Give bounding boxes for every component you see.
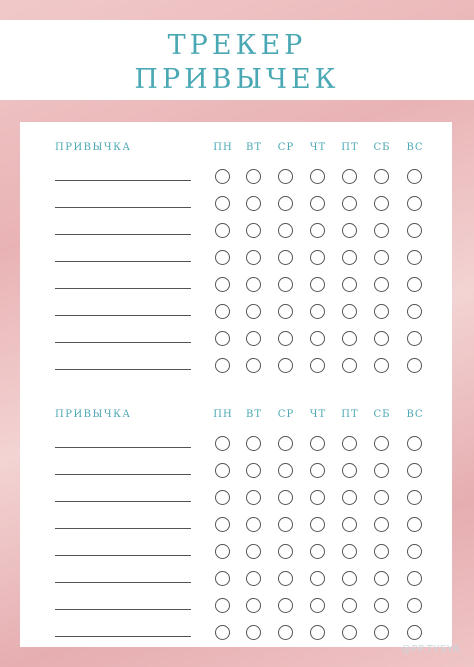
day-header: СР [277, 142, 295, 153]
day-checkbox-circle[interactable] [342, 436, 357, 451]
day-checkbox-circle[interactable] [374, 277, 389, 292]
day-checkbox-circle[interactable] [374, 598, 389, 613]
day-header: ПТ [341, 409, 359, 420]
watermark: @PP.TYSYA [401, 644, 460, 655]
habit-name-line[interactable] [55, 342, 191, 343]
day-checkbox-circle[interactable] [278, 196, 293, 211]
day-checkbox-circle[interactable] [407, 277, 422, 292]
day-checkbox-circle[interactable] [246, 490, 261, 505]
day-checkbox-circle[interactable] [342, 277, 357, 292]
day-checkbox-circle[interactable] [342, 544, 357, 559]
day-header: ВС [406, 142, 424, 153]
day-checkbox-circle[interactable] [310, 571, 325, 586]
day-checkbox-circle[interactable] [342, 517, 357, 532]
day-checkbox-circle[interactable] [374, 517, 389, 532]
day-checkbox-circle[interactable] [374, 223, 389, 238]
day-checkbox-circle[interactable] [215, 436, 230, 451]
habit-name-line[interactable] [55, 501, 191, 502]
day-checkbox-circle[interactable] [342, 223, 357, 238]
day-checkbox-circle[interactable] [407, 571, 422, 586]
day-checkbox-circle[interactable] [215, 490, 230, 505]
day-checkbox-circle[interactable] [278, 490, 293, 505]
habit-name-line[interactable] [55, 369, 191, 370]
day-checkbox-circle[interactable] [215, 196, 230, 211]
day-header: ВТ [245, 142, 263, 153]
day-checkbox-circle[interactable] [342, 571, 357, 586]
day-checkbox-circle[interactable] [407, 169, 422, 184]
day-checkbox-circle[interactable] [215, 517, 230, 532]
habit-name-line[interactable] [55, 474, 191, 475]
habit-name-line[interactable] [55, 180, 191, 181]
day-checkbox-circle[interactable] [374, 625, 389, 640]
day-checkbox-circle[interactable] [310, 277, 325, 292]
day-checkbox-circle[interactable] [342, 250, 357, 265]
day-checkbox-circle[interactable] [215, 571, 230, 586]
habit-name-line[interactable] [55, 207, 191, 208]
day-checkbox-circle[interactable] [407, 223, 422, 238]
day-checkbox-circle[interactable] [246, 598, 261, 613]
day-header: ВТ [245, 409, 263, 420]
day-checkbox-circle[interactable] [310, 544, 325, 559]
day-checkbox-circle[interactable] [374, 250, 389, 265]
day-checkbox-circle[interactable] [310, 196, 325, 211]
day-checkbox-circle[interactable] [407, 436, 422, 451]
habit-name-line[interactable] [55, 288, 191, 289]
day-checkbox-circle[interactable] [342, 169, 357, 184]
day-checkbox-circle[interactable] [246, 544, 261, 559]
day-checkbox-circle[interactable] [407, 196, 422, 211]
day-header: СР [277, 409, 295, 420]
day-checkbox-circle[interactable] [342, 304, 357, 319]
habit-name-line[interactable] [55, 234, 191, 235]
day-checkbox-circle[interactable] [374, 196, 389, 211]
day-checkbox-circle[interactable] [310, 598, 325, 613]
day-checkbox-circle[interactable] [342, 358, 357, 373]
day-checkbox-circle[interactable] [246, 250, 261, 265]
day-checkbox-circle[interactable] [278, 223, 293, 238]
day-checkbox-circle[interactable] [278, 169, 293, 184]
day-checkbox-circle[interactable] [215, 277, 230, 292]
day-checkbox-circle[interactable] [407, 490, 422, 505]
day-checkbox-circle[interactable] [215, 358, 230, 373]
day-checkbox-circle[interactable] [407, 463, 422, 478]
habit-column-header: ПРИВЫЧКА [55, 409, 132, 420]
day-checkbox-circle[interactable] [374, 331, 389, 346]
day-checkbox-circle[interactable] [310, 625, 325, 640]
day-checkbox-circle[interactable] [374, 169, 389, 184]
day-checkbox-circle[interactable] [246, 169, 261, 184]
day-checkbox-circle[interactable] [215, 304, 230, 319]
day-checkbox-circle[interactable] [215, 331, 230, 346]
day-checkbox-circle[interactable] [246, 331, 261, 346]
habit-name-line[interactable] [55, 315, 191, 316]
habit-name-line[interactable] [55, 447, 191, 448]
day-checkbox-circle[interactable] [407, 250, 422, 265]
day-checkbox-circle[interactable] [310, 169, 325, 184]
day-checkbox-circle[interactable] [278, 544, 293, 559]
habit-name-line[interactable] [55, 261, 191, 262]
day-checkbox-circle[interactable] [342, 490, 357, 505]
day-checkbox-circle[interactable] [246, 304, 261, 319]
day-checkbox-circle[interactable] [215, 625, 230, 640]
day-header: ПТ [341, 142, 359, 153]
day-checkbox-circle[interactable] [246, 196, 261, 211]
day-checkbox-circle[interactable] [215, 223, 230, 238]
day-checkbox-circle[interactable] [310, 463, 325, 478]
day-checkbox-circle[interactable] [374, 304, 389, 319]
day-checkbox-circle[interactable] [407, 331, 422, 346]
day-checkbox-circle[interactable] [310, 223, 325, 238]
day-header: СБ [373, 142, 391, 153]
day-checkbox-circle[interactable] [342, 331, 357, 346]
day-checkbox-circle[interactable] [374, 436, 389, 451]
day-header: ПН [213, 409, 233, 420]
day-header: ПН [213, 142, 233, 153]
day-checkbox-circle[interactable] [310, 436, 325, 451]
day-checkbox-circle[interactable] [374, 544, 389, 559]
day-checkbox-circle[interactable] [342, 463, 357, 478]
day-checkbox-circle[interactable] [246, 463, 261, 478]
day-checkbox-circle[interactable] [278, 517, 293, 532]
day-checkbox-circle[interactable] [278, 463, 293, 478]
day-checkbox-circle[interactable] [407, 517, 422, 532]
habit-column-header: ПРИВЫЧКА [55, 142, 132, 153]
day-checkbox-circle[interactable] [310, 358, 325, 373]
habit-name-line[interactable] [55, 528, 191, 529]
day-checkbox-circle[interactable] [246, 358, 261, 373]
day-checkbox-circle[interactable] [278, 304, 293, 319]
day-checkbox-circle[interactable] [278, 625, 293, 640]
day-checkbox-circle[interactable] [407, 544, 422, 559]
day-checkbox-circle[interactable] [342, 196, 357, 211]
day-checkbox-circle[interactable] [310, 331, 325, 346]
day-checkbox-circle[interactable] [246, 277, 261, 292]
day-checkbox-circle[interactable] [310, 490, 325, 505]
day-checkbox-circle[interactable] [215, 544, 230, 559]
day-checkbox-circle[interactable] [310, 517, 325, 532]
day-header: ЧТ [309, 409, 327, 420]
day-checkbox-circle[interactable] [407, 625, 422, 640]
tracker-sheet [20, 122, 452, 647]
day-checkbox-circle[interactable] [215, 250, 230, 265]
day-checkbox-circle[interactable] [407, 304, 422, 319]
day-checkbox-circle[interactable] [342, 598, 357, 613]
day-checkbox-circle[interactable] [310, 304, 325, 319]
habit-name-line[interactable] [55, 555, 191, 556]
day-checkbox-circle[interactable] [246, 571, 261, 586]
page-title-line-1: ТРЕКЕР [167, 30, 307, 61]
day-checkbox-circle[interactable] [278, 571, 293, 586]
habit-name-line[interactable] [55, 582, 191, 583]
day-header: СБ [373, 409, 391, 420]
day-checkbox-circle[interactable] [310, 250, 325, 265]
day-checkbox-circle[interactable] [407, 358, 422, 373]
day-checkbox-circle[interactable] [246, 625, 261, 640]
day-checkbox-circle[interactable] [278, 250, 293, 265]
day-checkbox-circle[interactable] [374, 571, 389, 586]
day-checkbox-circle[interactable] [342, 625, 357, 640]
day-checkbox-circle[interactable] [215, 598, 230, 613]
day-checkbox-circle[interactable] [215, 169, 230, 184]
day-checkbox-circle[interactable] [215, 463, 230, 478]
day-checkbox-circle[interactable] [374, 463, 389, 478]
day-checkbox-circle[interactable] [407, 598, 422, 613]
day-header: ВС [406, 409, 424, 420]
day-checkbox-circle[interactable] [246, 223, 261, 238]
day-checkbox-circle[interactable] [278, 358, 293, 373]
day-checkbox-circle[interactable] [246, 436, 261, 451]
day-checkbox-circle[interactable] [246, 517, 261, 532]
day-checkbox-circle[interactable] [374, 490, 389, 505]
day-checkbox-circle[interactable] [278, 331, 293, 346]
day-checkbox-circle[interactable] [374, 358, 389, 373]
habit-name-line[interactable] [55, 636, 191, 637]
day-checkbox-circle[interactable] [278, 598, 293, 613]
day-checkbox-circle[interactable] [278, 277, 293, 292]
day-checkbox-circle[interactable] [278, 436, 293, 451]
day-header: ЧТ [309, 142, 327, 153]
habit-name-line[interactable] [55, 609, 191, 610]
page-title-line-2: ПРИВЫЧЕК [134, 64, 340, 95]
